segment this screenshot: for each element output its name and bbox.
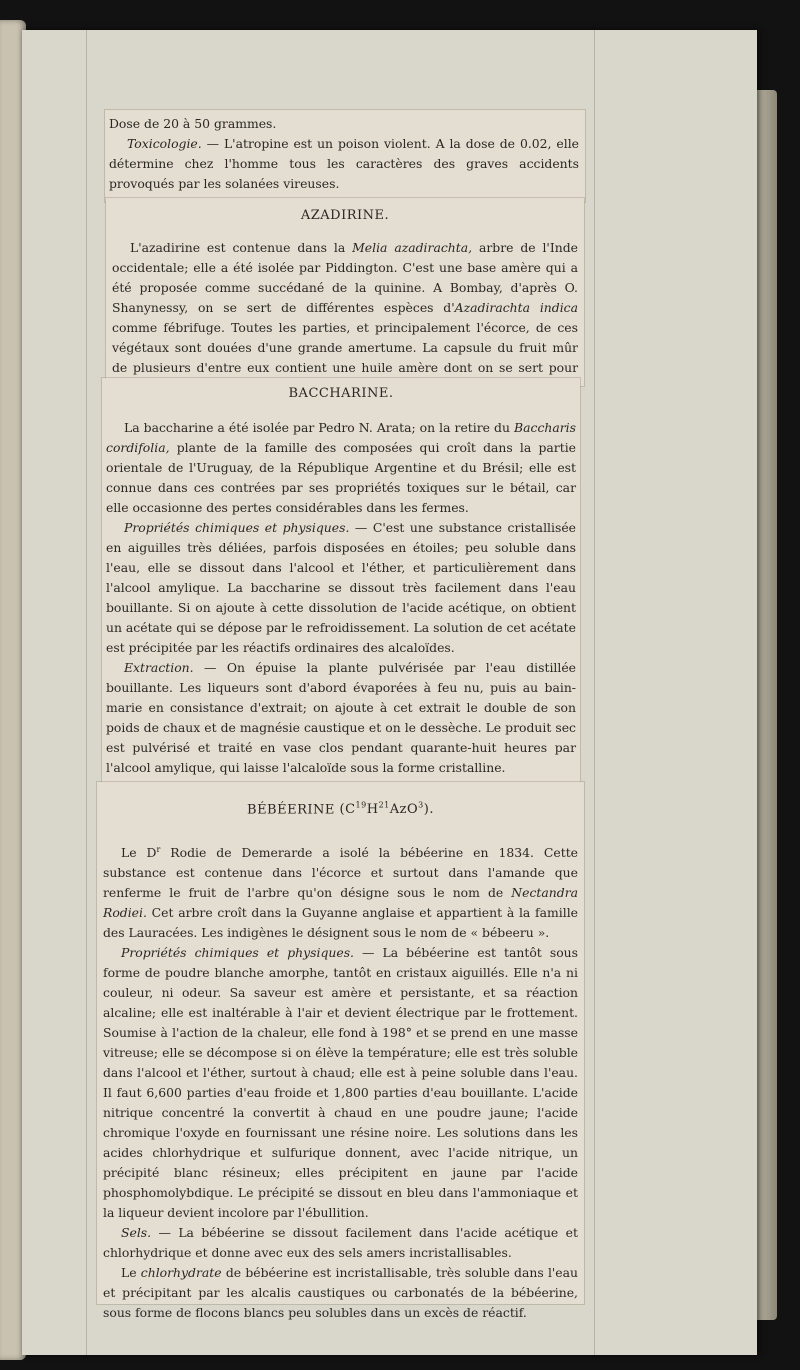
baccharine-properties-text: — C'est une substance cristallisée en aiguilles très déliées, parfois disposées en étoiles; peu soluble dans l'eau, elle se dissout dans l'alcool et l'éther, et particulièrement dans l'alcool amylique. La baccharine se dissout très facilement dans l'eau bouillante. Si on ajoute à cette dissolution de l'acide acétique, on obtient un acétate qui se dépose par le refroidissement. La solution de cet acétate est précipitée par les réactifs ordinaires des alcaloïdes. [106,520,576,655]
bebeerine-formula [335,802,434,817]
formula-o-count: 3 [418,801,424,810]
margin-rule-right [594,30,595,1355]
bebeerine-name: BÉBÉERINE [247,802,335,818]
baccharine-properties-label: Propriétés chimiques et physiques. [124,520,350,535]
azadirine-text-b: arbre de l'Inde occidentale; elle a été isolée par Piddington. C'est une base amère qui a été proposée comme succédané de la quinine. A Bombay, d'après O. Shanynessy, on se sert de différentes espèces d' [112,240,578,315]
baccharine-extraction [106,658,576,778]
bebeerine-dr-sup: r [156,845,161,855]
baccharine-properties [106,518,576,658]
clipping-bebeerine [97,782,584,1321]
formula-c-count: 19 [355,801,367,810]
azadirine-title: AZADIRINE. [300,208,390,223]
baccharine-text-a: La baccharine a été isolée par Pedro N. Arata; on la retire du [124,420,515,435]
bebeerine-text-c: Cet arbre croît dans la Guyanne anglaise et appartient à la famille des Lauracées. Les indigènes le désignent sous le nom de « bébeeru ». [103,905,578,941]
baccharine-extraction-text: — On épuise la plante pulvérisée par l'eau distillée bouillante. Les liqueurs sont d'abord évaporées à feu nu, puis au bain-marie en consistance d'extrait; on ajoute à cet extrait le double de son poids de chaux et de magnésie caustique et on le dessèche. Le produit sec est pulvérisé et traité en vase clos pendant quarante-huit heures par l'alcool amylique, qui laisse l'alcaloïde sous la forme cristalline. [106,660,576,775]
bebeerine-text-b: Rodie de Demerarde a isolé la bébéerine en 1834. Cette substance est contenue dans l'écorce et surtout dans l'amande que renferme le fruit de l'arbre qu'on désigne sous le nom de [103,845,579,901]
bebeerine-properties [103,943,578,1223]
bebeerine-text-p4b: de bébéerine est incristallisable, très soluble dans l'eau et précipitant par les alcalis caustiques ou carbonatés de la bébéerine, sous forme de flocons blancs peu solubles dans un excès de réactif. [103,1265,579,1321]
bebeerine-text-a: Le D [121,845,157,861]
azadirine-species: Melia azadirachta, [352,240,473,255]
azadirine-species-2: Azadirachta indica [454,300,578,315]
bebeerine-properties-label: Propriétés chimiques et physiques. [121,945,354,961]
bebeerine-species: Nectandra Rodiei. [103,885,578,921]
bebeerine-sels [103,1223,578,1263]
azadirine-text-a: L'azadirine est contenue dans la [130,240,353,255]
clipping-azadirine [106,198,584,386]
azadirine-paragraph [112,238,578,398]
margin-rule-left [86,30,87,1355]
bebeerine-chlorhydrate [103,1263,578,1323]
bebeerine-sels-text: — La bébéerine se dissout facilement dans l'acide acétique et chlorhydrique et donne avec eux des sels amers incristallisables. [103,1225,578,1261]
toxicologie-text: — L'atropine est un poison violent. A la dose de 0.02, elle détermine chez l'homme tous les caractères des graves accidents provoqués par les solanées vireuses. [109,136,579,191]
formula-h-count: 21 [378,801,390,810]
clipping-baccharine [102,378,580,784]
formula-h: H [366,802,379,818]
clipping-toxicologie [105,110,585,202]
formula-azo: AzO [389,802,419,818]
formula-close: ). [423,802,434,818]
bebeerine-title [103,796,578,820]
baccharine-intro [106,418,576,518]
dose-line: Dose de 20 à 50 grammes. [109,116,277,131]
formula-open: (C [334,802,356,818]
page-stack-edge [755,90,777,1320]
baccharine-species: Baccharis cordifolia, [106,420,576,455]
bebeerine-intro [103,840,578,943]
toxicologie-paragraph [109,134,579,194]
azadirine-text-c: comme fébrifuge. Toutes les parties, et principalement l'écorce, de ces végétaux sont douées d'une grande amertume. La capsule du fruit mûr de plusieurs d'entre eux contient une huile amère dont on se sert pour [112,320,578,375]
baccharine-extraction-label: Extraction. [124,660,194,675]
bebeerine-chlorhydrate-term: chlorhydrate [140,1265,222,1281]
bebeerine-properties-text: — La bébéerine est tantôt sous forme de poudre blanche amorphe, tantôt en cristaux aiguillés. Elle n'a ni couleur, ni odeur. Sa saveur est amère et persistante, et sa réaction alcaline; elle est inaltérable à l'air et devient électrique par le frottement. Soumise à l'action de la chaleur, elle fond à 198° et se prend en une masse vitreuse; elle se décompose si on élève la température; elle est très soluble dans l'alcool et l'éther, surtout à chaud; elle est à peine soluble dans l'eau. Il faut 6,600 parties d'eau froide et 1,800 parties d'eau bouillante. L'acide nitrique concentré la convertit à chaud en une poudre jaune; l'acide chromique l'oxyde en fournissant une résine noire. Les solutions dans les acides chlorhydrique et sulfurique donnent, avec l'acide nitrique, un précipité blanc résineux; elles précipitent en jaune par l'acide phosphomolybdique. Le précipité se dissout en bleu dans l'ammoniaque et la liqueur devient incolore par l'ébullition. [103,945,578,1221]
baccharine-title: BACCHARINE. [288,386,394,401]
bebeerine-text-p4a: Le [121,1265,141,1281]
toxicologie-label: Toxicologie. [127,136,202,151]
baccharine-text-b: plante de la famille des composées qui croît dans la partie orientale de l'Uruguay, de la République Argentine et du Brésil; elle est connue dans ces contrées par ses propriétés toxiques sur le bétail, car elle occasionne des pertes considérables dans les fermes. [106,440,576,515]
bebeerine-sels-label: Sels. [121,1225,152,1241]
